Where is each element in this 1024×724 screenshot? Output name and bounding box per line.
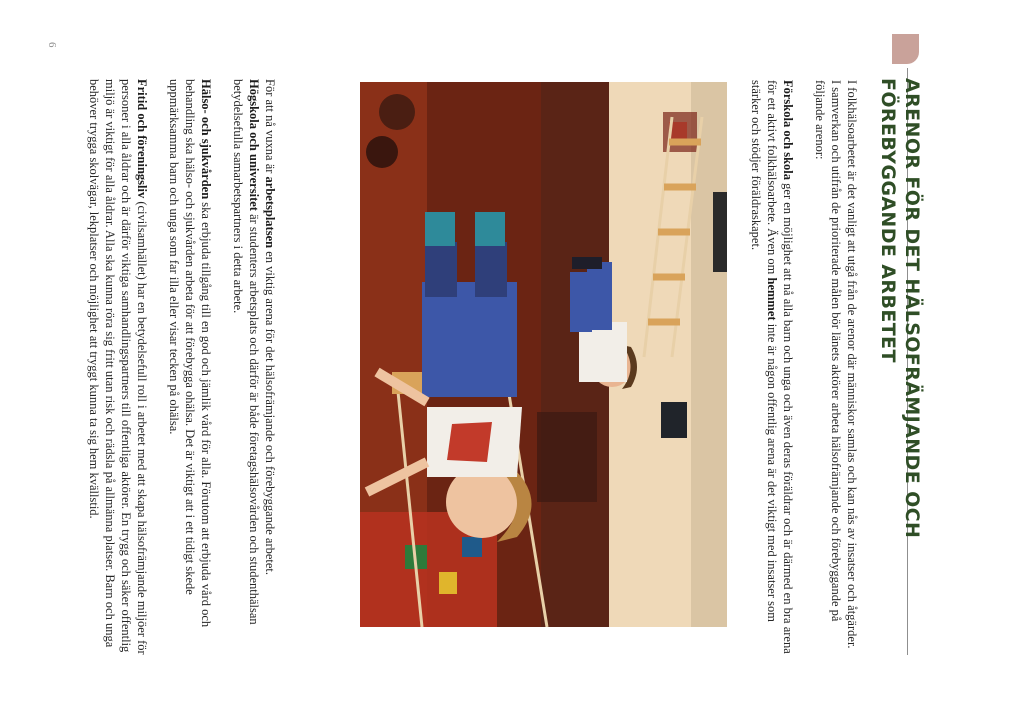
- preschool-text-a: ger en möjlighet att nå alla barn och unga och även deras föräldrar och är därmed en bra arena för ett aktivt folkhälsoarbete. Även om: [765, 80, 795, 654]
- preschool-heading: Förskola och skola: [781, 80, 795, 181]
- university-heading: Högskola och universitet: [247, 79, 261, 211]
- leisure-paragraph: [86, 79, 150, 669]
- workplace-paragraph: [230, 79, 278, 669]
- intro-paragraph: I folkhälsoarbetet är det vanligt att utgå från de arenor där människor samlas och kan nås av insatser och åtgärder. I samverkan och utifrån de prioriterade målen bör länets aktörer arbeta hälsofrämjande och förebyggande på följande arenor:: [813, 80, 859, 649]
- home-heading: hemmet: [765, 277, 779, 321]
- children-playing-illustration: [360, 82, 727, 627]
- university-text: är studenters arbetsplats och därför är både företagshälsovården och studenthälsan betydelsefulla samarbetspartners i detta arbete.: [231, 79, 261, 625]
- healthcare-paragraph: [166, 79, 214, 669]
- page-title: ARENOR FÖR DET HÄLSOFRÄMJANDE OCH FÖREBYGGANDE ARBETET: [877, 78, 923, 539]
- preschool-paragraph: [748, 80, 796, 655]
- intro-column: [732, 80, 860, 655]
- section-accent-tab: [892, 34, 919, 64]
- preschool-text-b: inte är någon offentlig arena är det viktigt med insatser som stärker och stödjer föräldraskapet.: [749, 80, 779, 622]
- healthcare-heading: Hälso- och sjukvården: [199, 79, 213, 200]
- workplace-heading: arbetsplatsen: [263, 176, 277, 249]
- leisure-heading: Fritid och föreningsliv: [135, 79, 149, 199]
- leisure-text: (civilsamhället) har en betydelsefull roll i arbetet med att skapa hälsofrämjande miljöer för personer i alla åldrar och är därför viktiga samhandlingspartners till offentliga aktörer. En trygg och säker offentlig miljö är viktigt för alla åldrar. Alla ska kunna röra sig fritt utan risk och rädsla på allmänna platser. Barn och unga behöver trygga skolvägar, lekplatser och möjlighet att tryggt kunna ta sig hem kvällstid.: [87, 79, 149, 655]
- healthcare-text: ska erbjuda tillgång till en god och jämlik vård för alla. Förutom att erbjuda vård och behandling ska hälso- och sjukvården arbeta för att förebygga ohälsa. Det är viktigt att i ett tidigt skede uppmärksamma barn och unga som far illa eller visar tecken på ohälsa.: [167, 79, 213, 628]
- page-number: 6: [46, 42, 58, 48]
- workplace-text-b: en viktig arena för det hälsofrämjande och förebyggande arbetet.: [263, 248, 277, 576]
- workplace-text-a: För att nå vuxna är: [263, 79, 277, 177]
- playground-photo: [360, 82, 727, 627]
- arenas-column: [70, 79, 278, 669]
